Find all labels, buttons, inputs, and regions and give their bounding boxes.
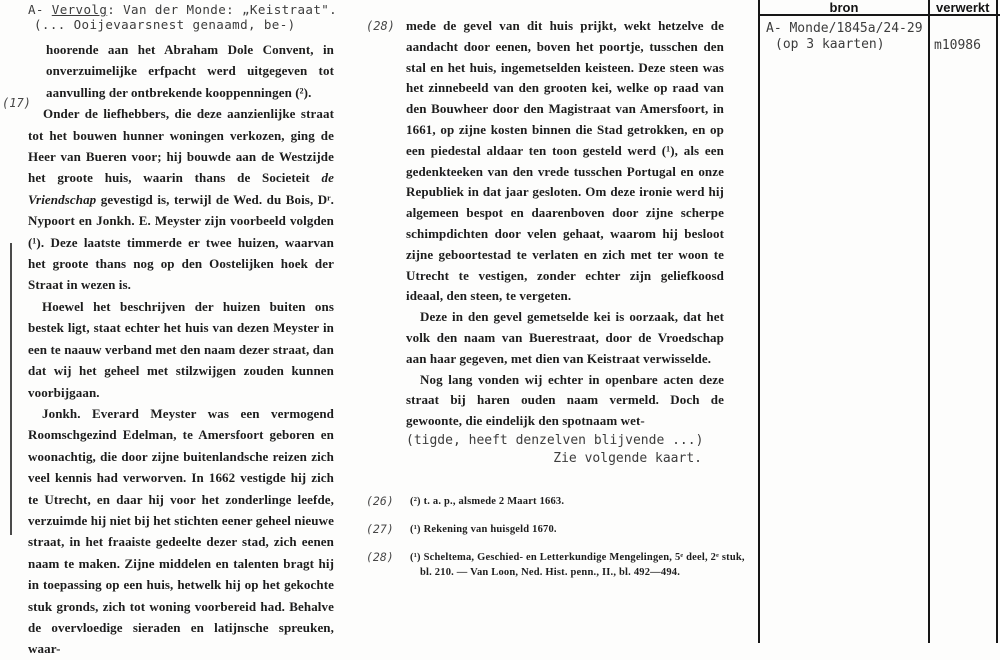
table-right-rule — [996, 0, 998, 643]
table-left-rule — [758, 0, 760, 643]
paragraph-segment: Onder de liefhebbers, die deze aanzienlijke straat tot het bouwen hunner woningen verkozen, ging de Heer van Bueren voor; hij bouwde aan de Westzijde het groote huis, waarin thans de Societeit — [28, 106, 334, 186]
footnote-row — [366, 550, 756, 580]
footnote-margin-annotation: (26) — [366, 494, 394, 508]
paragraph-segment: gevestigd is, terwijl de Wed. du Bois, Dʳ. Nypoort en Jonkh. E. Meyster zijn voorbeeld volgden (¹). Deze laatste timmerde er twee huizen, waarvan het groote thans nog op den Oostelijken hoek der Straat in wezen is. — [28, 191, 334, 293]
header-prefix: A- — [28, 2, 52, 17]
header-rest: : Van der Monde: „Keistraat". — [107, 2, 338, 17]
paragraph-hoewel: Hoewel het beschrijven der huizen buiten ons bestek ligt, staat echter het huis van dezen Meyster in een te naauw verband met den naam dezer straat, dan dat wij het geheel met stilzwijgen zouden kunnen voorbijgaan. — [28, 298, 334, 400]
header-underlined-word: Vervolg — [51, 2, 108, 17]
bron-value-line1: A- Monde/1845a/24-29 — [766, 21, 923, 36]
paragraph-mede-de-gevel: mede de gevel van dit huis prijkt, wekt hetzelve de aandacht door eenen, boven het poortje, tusschen den stal en het huis, ingemetselden keisteen. Deze steen was het zinnebeeld van den grooten kei, welke op raad van den Bouwheer door den Magistraat van Amersfoort, in 1661, op zijne kosten binnen die Stad getrokken, en op een piedestal aldaar ten toon gesteld werd (¹), als een gedenkteeken van den vrede tusschen Portugal en onze Republiek in dat jaar gesloten. Om deze ironie werd hij algemeen bespot en daarenboven door zijne scherpe schimpdichten door velen gehaat, waarom hij besloot zijne geboortestad te verlaten en zich met ter woon te Utrecht te vestigen, zonder echter zijn geliefkoosd ideaal, den steen, te vergeten. — [406, 18, 724, 304]
typewriter-header-line2: (... Ooijevaarsnest genaamd, be-) — [34, 17, 296, 32]
margin-annotation-28: (28) — [366, 19, 395, 33]
middle-column — [406, 16, 724, 466]
scan-artifact-line — [10, 243, 12, 535]
bron-value — [766, 21, 923, 53]
paragraph-onder-de-liefhebbers — [28, 103, 334, 296]
footnote-text: (²) t. a. p., alsmede 2 Maart 1663. — [410, 496, 565, 507]
see-next-card-note: Zie volgende kaart. — [553, 450, 702, 466]
footnote-text: (¹) Rekening van huisgeld 1670. — [410, 524, 557, 535]
table-column-divider — [928, 0, 930, 643]
typewriter-continuation-note: (tigde, heeft denzelven blijvende ...) — [406, 432, 704, 448]
footnotes — [366, 494, 756, 593]
footnote-row — [366, 522, 756, 537]
bron-value-line2: (op 3 kaarten) — [775, 37, 885, 52]
verwerkt-value: m10986 — [934, 38, 981, 53]
paragraph-nog-lang: Nog lang vonden wij echter in openbare acten deze straat bij haren ouden naam vermeld. Doch de gewoonte, die eindelijk den spotnaam wet- — [406, 371, 724, 429]
typewriter-header-line1 — [28, 2, 338, 17]
paragraph-hoorende: hoorende aan het Abraham Dole Convent, in onverzuimelijke erfpacht werd uitgegeven tot aanvulling der ontbrekende kooppenningen (²). — [46, 42, 334, 100]
footnote-text: (¹) Scheltema, Geschied- en Letterkundige Mengelingen, 5ᵉ deel, 2ᵉ stuk, bl. 210. — Van Loon, Ned. Hist. penn., II., bl. 492—494. — [410, 552, 745, 578]
footnote-margin-annotation: (27) — [366, 522, 394, 536]
footnote-margin-annotation: (28) — [366, 550, 394, 564]
paragraph-deze-in-den-gevel: Deze in den gevel gemetselde kei is oorzaak, dat het volk den naam van Buerestraat, door de Vroedschap aan haar gegeven, met dien van Keistraat verwisselde. — [406, 309, 724, 366]
column-header-verwerkt: verwerkt — [936, 0, 990, 15]
paragraph-jonkh-everard: Jonkh. Everard Meyster was een vermogend Roomschgezind Edelman, te Amersfoort geboren en woonachtig, die door zijne buitenlandsche reizen zich veel kennis had verworven. In 1662 vestigde hij zich te Utrecht, en daar hij voor het zonderlinge leefde, verzuimde hij niet bij het stichten eener geheel nieuwe straat, in het fraaiste gedeelte dezer stad, zich eenen naam te maken. Zijne middelen en talenten bragt hij in toepassing op een huis, hetwelk hij op het gekochte stuk gronds, zich tot woning voorbereid had. Behalve de overvloedige sieraden en latijnsche spreuken, waar- — [28, 405, 334, 657]
left-column — [28, 2, 338, 660]
margin-annotation-17: (17) — [2, 96, 31, 110]
column-header-bron: bron — [829, 0, 859, 15]
footnote-row — [366, 494, 756, 509]
paragraph-segment-italic: de Vriendschap — [28, 170, 334, 207]
